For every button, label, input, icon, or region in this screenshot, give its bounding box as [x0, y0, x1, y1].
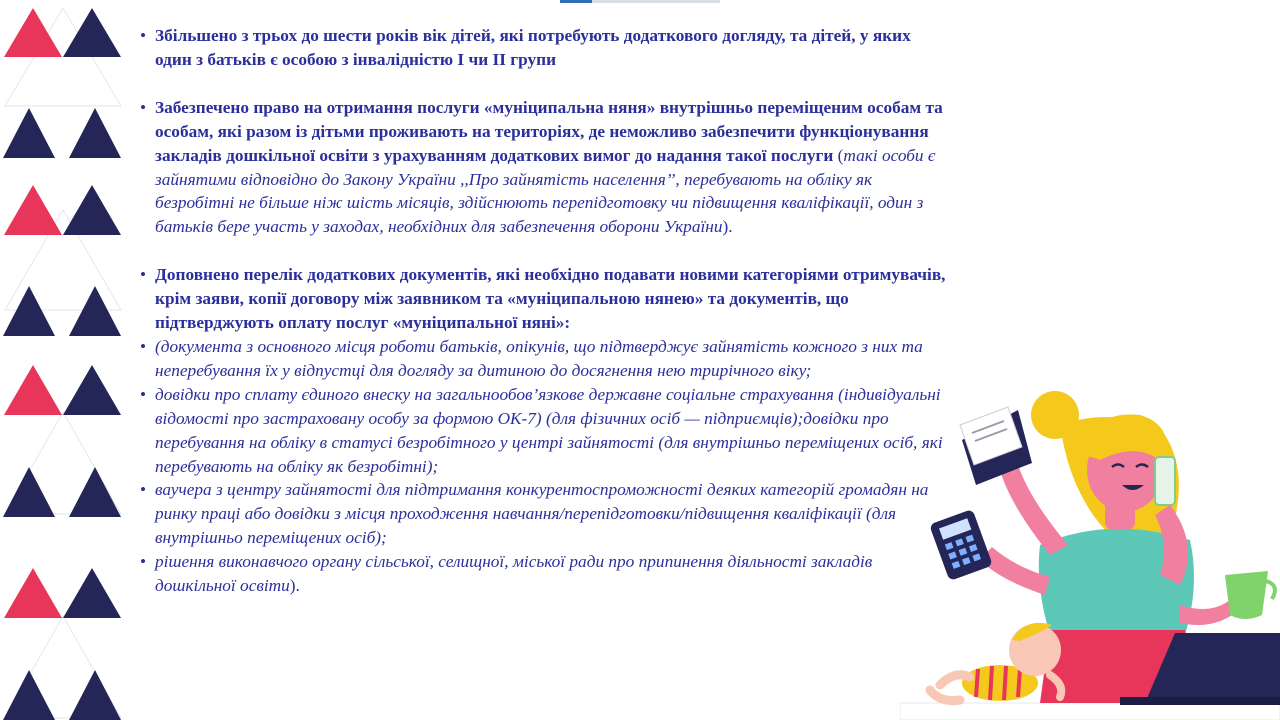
top-accent-bar: [560, 0, 720, 3]
triangle-navy: [63, 365, 121, 415]
age-extension-text: Збільшено з трьох до шести років вік дітей, які потребують додаткового догляду, та дітей, у яких один з батьків є особою з інвалідністю I чи II групи: [155, 26, 911, 69]
document-item-text: (документа з основного місця роботи батьків, опікунів, що підтверджує зайнятість кожного з них та неперебування їх у відпустці для догляду за дитиною до досягнення нею трирічного віку;: [155, 336, 923, 380]
employment-note-text: такі особи є зайнятими відповідно до Закону України ,,Про зайнятість населення’’, перебувають на обліку як безробітні не більше ніж шість місяців, здійснюють перепідготовку чи підвищення кваліфікації, один з батьків бере участь у заходах, необхідних для забезпечення оборони України: [155, 145, 936, 237]
bullet-marker: •: [140, 384, 147, 404]
triangle-navy: [3, 286, 55, 336]
arm: [1000, 465, 1068, 555]
triangle-red: [4, 8, 62, 57]
bullet-marker: •: [140, 480, 147, 500]
top-accent-highlight: [560, 0, 592, 3]
triangle-navy: [69, 108, 121, 158]
document-item: [140, 550, 950, 598]
document-item-text: довідки про сплату єдиного внеску на загальнообов’язкове державне соціальне страхування (індивідуальні відомості про застраховану особу за формою ОК-7) (для фізичних осіб — підприємців);довідки про перебування на обліку в статусі безробітного у центрі зайнятості (для внутрішньо переміщених осіб, які перебувають на обліку як безробітні);: [155, 384, 943, 476]
triangle-navy: [3, 108, 55, 158]
bullet-marker: •: [140, 26, 147, 45]
document-item-text: ваучера з центру зайнятості для підтримання конкурентоспроможності деяких категорій громадян на ринку праці або довідки з місця проходження навчання/перепідготовки/підвищення кваліфікації (для внутрішньо переміщених осіб);: [155, 480, 929, 548]
triangle-navy: [63, 568, 121, 618]
triangle-navy: [63, 8, 121, 57]
document-item: [140, 335, 950, 383]
bullet-item: [140, 96, 950, 239]
open-paren: (: [833, 145, 844, 165]
triangle-navy: [69, 286, 121, 336]
document-item: [140, 478, 950, 550]
bullet-marker: •: [140, 265, 147, 285]
bullet-item: [140, 263, 950, 335]
bullet-item: [140, 24, 950, 72]
floor-line: [900, 703, 1280, 720]
slide-content: [140, 24, 950, 598]
phone-icon: [1155, 457, 1175, 505]
triangle-red: [4, 365, 62, 415]
bullet-marker: •: [140, 336, 147, 356]
nanny-right-text: Забезпечено право на отримання послуги «муніципальна няня» внутрішньо переміщеним особам та особам, які разом із дітьми проживають на територіях, де неможливо забезпечити функціонування закладів дошкільної освіти з урахуванням додаткових вимог до надання такої послуги: [155, 97, 943, 165]
triangle-navy: [69, 467, 121, 517]
triangle-navy: [3, 670, 55, 720]
hair-bun: [1031, 391, 1079, 439]
bullet-marker: •: [140, 552, 147, 572]
triangle-navy: [3, 467, 55, 517]
triangle-pattern: [0, 0, 130, 720]
multitasking-mother-illustration: [900, 385, 1280, 720]
cup-icon: [1225, 571, 1268, 619]
close-paren: ).: [722, 217, 733, 237]
bullet-marker: •: [140, 97, 147, 117]
triangle-red: [4, 568, 62, 618]
laptop-base: [1120, 697, 1280, 705]
triangle-navy: [69, 670, 121, 720]
documents-list-heading: Доповнено перелік додаткових документів, які необхідно подавати новими категоріями отримувачів, крім заяви, копії договору між заявником та «муніципальною нянею» та документів, що підтверджують оплату послуг «муніципальної няні»:: [155, 265, 946, 333]
document-item: [140, 383, 950, 479]
document-item-text: рішення виконавчого органу сільської, селищної, міської ради про припинення діяльності закладів дошкільної освіти: [155, 552, 873, 596]
triangle-red: [4, 185, 62, 235]
document-item-suffix: ).: [289, 576, 300, 596]
triangle-navy: [63, 185, 121, 235]
